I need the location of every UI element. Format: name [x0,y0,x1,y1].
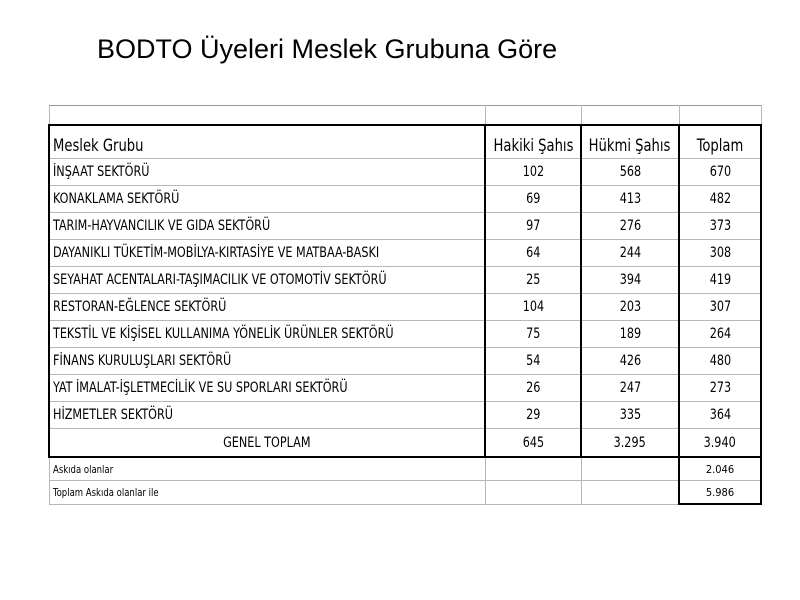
legal-count: 276 [581,213,679,240]
table-row [49,321,761,348]
legal-count: 568 [581,159,679,186]
legal-count: 413 [581,186,679,213]
individual-count: 102 [485,159,581,186]
header-legal: Hükmi Şahıs [581,125,679,159]
total-count: 264 [679,321,761,348]
group-name: İNŞAAT SEKTÖRÜ [49,159,485,186]
legal-count: 247 [581,375,679,402]
header-total: Toplam [679,125,761,159]
header-individual: Hakiki Şahıs [485,125,581,159]
individual-count: 26 [485,375,581,402]
total-with-suspended-row [49,481,761,505]
grand-total-legal: 3.295 [581,429,679,458]
suspended-row [49,457,761,481]
table-row [49,267,761,294]
members-table [48,105,762,505]
group-name: HİZMETLER SEKTÖRÜ [49,402,485,429]
legal-count: 394 [581,267,679,294]
header-group: Meslek Grubu [49,125,485,159]
grand-total-label: GENEL TOPLAM [49,429,485,458]
group-name: TARIM-HAYVANCILIK VE GIDA SEKTÖRÜ [49,213,485,240]
group-name: SEYAHAT ACENTALARI-TAŞIMACILIK VE OTOMOTİV SEKTÖRÜ [49,267,485,294]
total-count: 308 [679,240,761,267]
page-title: BODTO Üyeleri Meslek Grubuna Göre [97,34,558,64]
group-name: YAT İMALAT-İŞLETMECİLİK VE SU SPORLARI SEKTÖRÜ [49,375,485,402]
legal-count: 426 [581,348,679,375]
group-name: TEKSTİL VE KİŞİSEL KULLANIMA YÖNELİK ÜRÜNLER SEKTÖRÜ [49,321,485,348]
table-row [49,375,761,402]
grand-total-individual: 645 [485,429,581,458]
suspended-label: Askıda olanlar [49,457,485,481]
table-row [49,402,761,429]
individual-count: 29 [485,402,581,429]
individual-count: 54 [485,348,581,375]
total-count: 307 [679,294,761,321]
individual-count: 104 [485,294,581,321]
table-row [49,348,761,375]
header-row [49,125,761,159]
individual-count: 25 [485,267,581,294]
table-row [49,213,761,240]
legal-count: 189 [581,321,679,348]
total-with-suspended-total: 5.986 [679,481,761,505]
total-count: 364 [679,402,761,429]
group-name: DAYANIKLI TÜKETİM-MOBİLYA-KIRTASİYE VE MATBAA-BASKI [49,240,485,267]
individual-count: 75 [485,321,581,348]
legal-count: 335 [581,402,679,429]
legal-count: 244 [581,240,679,267]
legal-count: 203 [581,294,679,321]
suspended-total: 2.046 [679,457,761,481]
total-with-suspended-label: Toplam Askıda olanlar ile [49,481,485,505]
total-count: 480 [679,348,761,375]
individual-count: 69 [485,186,581,213]
group-name: RESTORAN-EĞLENCE SEKTÖRÜ [49,294,485,321]
table-row [49,159,761,186]
blank-row [49,106,761,126]
grand-total-row [49,429,761,458]
individual-count: 97 [485,213,581,240]
total-count: 482 [679,186,761,213]
total-count: 373 [679,213,761,240]
group-name: FİNANS KURULUŞLARI SEKTÖRÜ [49,348,485,375]
total-count: 419 [679,267,761,294]
total-count: 273 [679,375,761,402]
individual-count: 64 [485,240,581,267]
group-name: KONAKLAMA SEKTÖRÜ [49,186,485,213]
table-row [49,294,761,321]
total-count: 670 [679,159,761,186]
table-row [49,186,761,213]
table-row [49,240,761,267]
grand-total-total: 3.940 [679,429,761,458]
